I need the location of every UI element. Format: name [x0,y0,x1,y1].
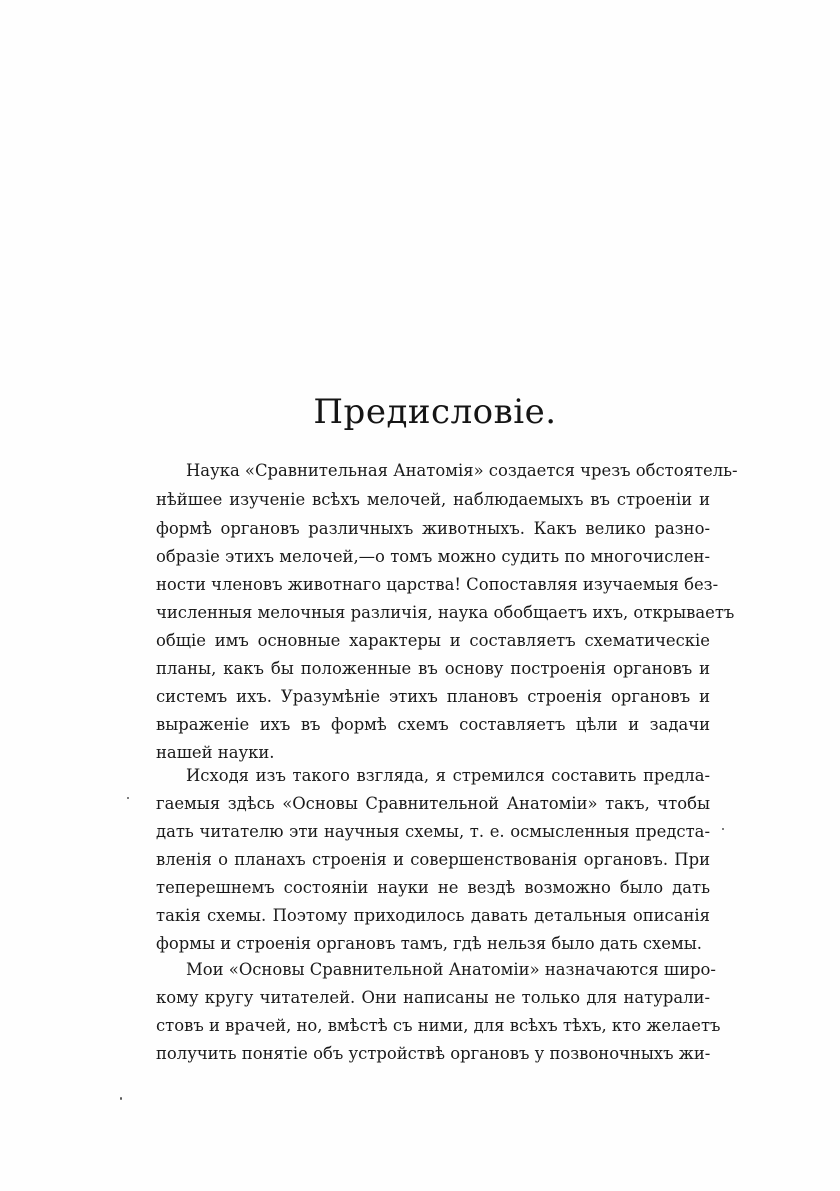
scan-speck [127,797,129,799]
paragraph-1-line-3: формѣ органовъ различныхъ животныхъ. Какъ велико разно- [156,519,710,538]
paragraph-1-line-6: численныя мелочныя различія, наука обобщаетъ ихъ, открываетъ [156,603,735,622]
paragraph-1-line-8: планы, какъ бы положенные въ основу построенія органовъ и [156,659,710,678]
paragraph-1-line-7: общіе имъ основные характеры и составляетъ схематическіе [156,631,710,650]
paragraph-3-line-1: Мои «Основы Сравнительной Анатоміи» назначаются широ- [186,960,716,979]
paragraph-2-line-5: теперешнемъ состояніи науки не вездѣ возможно было дать [156,878,710,897]
paragraph-1-line-9: системъ ихъ. Уразумѣніе этихъ плановъ строенія органовъ и [156,687,710,706]
paragraph-2-line-2: гаемыя здѣсь «Основы Сравнительной Анатоміи» такъ, чтобы [156,794,710,813]
paragraph-2-line-7: формы и строенія органовъ тамъ, гдѣ нельзя было дать схемы. [156,934,702,953]
scan-speck [722,828,724,830]
paragraph-1-line-11: нашей науки. [156,743,275,762]
paragraph-2-line-4: вленія о планахъ строенія и совершенствованія органовъ. При [156,850,710,869]
paragraph-1-line-5: ности членовъ животнаго царства! Сопоставляя изучаемыя без- [156,575,719,594]
paragraph-2-line-1: Исходя изъ такого взгляда, я стремился составить предла- [186,766,710,785]
paragraph-1-line-1: Наука «Сравнительная Анатомія» создается чрезъ обстоятель- [186,461,738,480]
page-title: Предисловіе. [313,392,557,432]
paragraph-2-line-6: такія схемы. Поэтому приходилось давать детальныя описанія [156,906,710,925]
paragraph-3-line-4: получить понятіе объ устройствѣ органовъ у позвоночныхъ жи- [156,1044,711,1063]
paragraph-1-line-2: нѣйшее изученіе всѣхъ мелочей, наблюдаемыхъ въ строеніи и [156,490,710,509]
paragraph-3-line-2: кому кругу читателей. Они написаны не только для натурали- [156,988,710,1007]
scan-speck [120,1097,122,1100]
paragraph-2-line-3: дать читателю эти научныя схемы, т. е. осмысленныя предста- [156,822,710,841]
paragraph-1-line-4: образіе этихъ мелочей,—о томъ можно судить по многочислен- [156,547,710,566]
paragraph-3-line-3: стовъ и врачей, но, вмѣстѣ съ ними, для всѣхъ тѣхъ, кто желаетъ [156,1016,721,1035]
paragraph-1-line-10: выраженіе ихъ въ формѣ схемъ составляетъ цѣли и задачи [156,715,710,734]
